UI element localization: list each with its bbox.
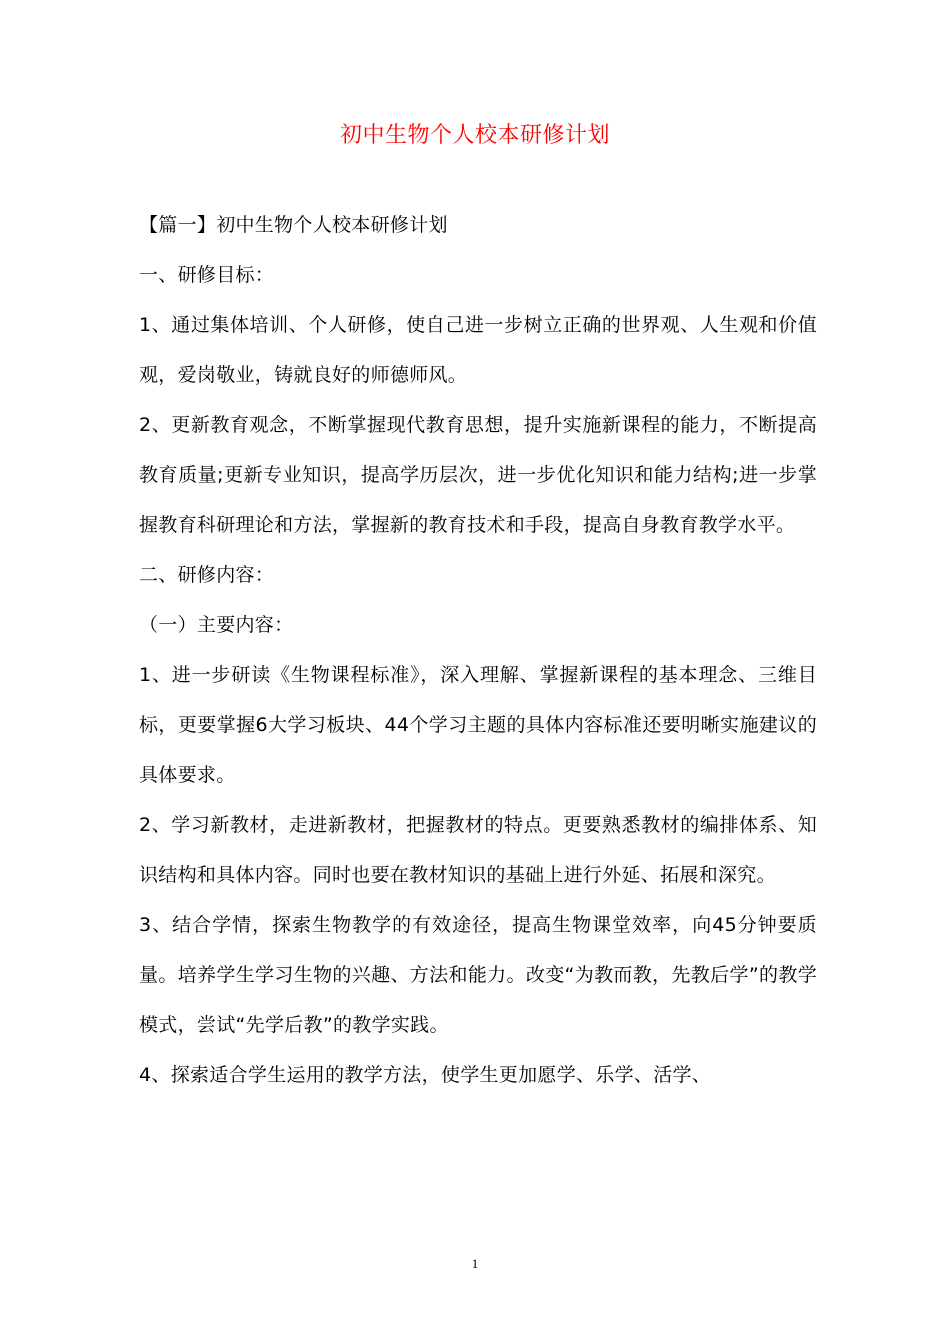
body-paragraph: 2、学习新教材，走进新教材，把握教材的特点。更要熟悉教材的编排体系、知识结构和具体内容。同时也要在教材知识的基础上进行外延、拓展和深究。 (139, 814, 817, 886)
body-paragraph: 1、通过集体培训、个人研修，使自己进一步树立正确的世界观、人生观和价值观，爱岗敬业，铸就良好的师德师风。 (139, 314, 817, 386)
body-paragraph: 3、结合学情，探索生物教学的有效途径，提高生物课堂效率，向45分钟要质量。培养学生学习生物的兴趣、方法和能力。改变“为教而教，先教后学”的教学模式，尝试“先学后教”的教学实践。 (139, 914, 817, 1036)
body-paragraph: 2、更新教育观念，不断掌握现代教育思想，提升实施新课程的能力，不断提高教育质量;更新专业知识，提高学历层次，进一步优化知识和能力结构;进一步掌握教育科研理论和方法，掌握新的教育技术和手段，提高自身教育教学水平。 (139, 414, 817, 536)
subsection-heading: （一）主要内容： (139, 614, 294, 636)
page-number: 1 (471, 1256, 479, 1271)
section-heading: 【篇一】初中生物个人校本研修计划 (139, 214, 448, 236)
document-body (139, 200, 817, 1100)
section-heading: 二、研修内容： (139, 564, 275, 586)
body-paragraph: 1、进一步研读《生物课程标准》，深入理解、掌握新课程的基本理念、三维目标，更要掌握6大学习板块、44个学习主题的具体内容标准还要明晰实施建议的具体要求。 (139, 664, 817, 786)
body-paragraph: 4、探索适合学生运用的教学方法，使学生更加愿学、乐学、活学、 (139, 1064, 712, 1086)
document-title: 初中生物个人校本研修计划 (339, 123, 610, 148)
section-heading: 一、研修目标： (139, 264, 275, 286)
